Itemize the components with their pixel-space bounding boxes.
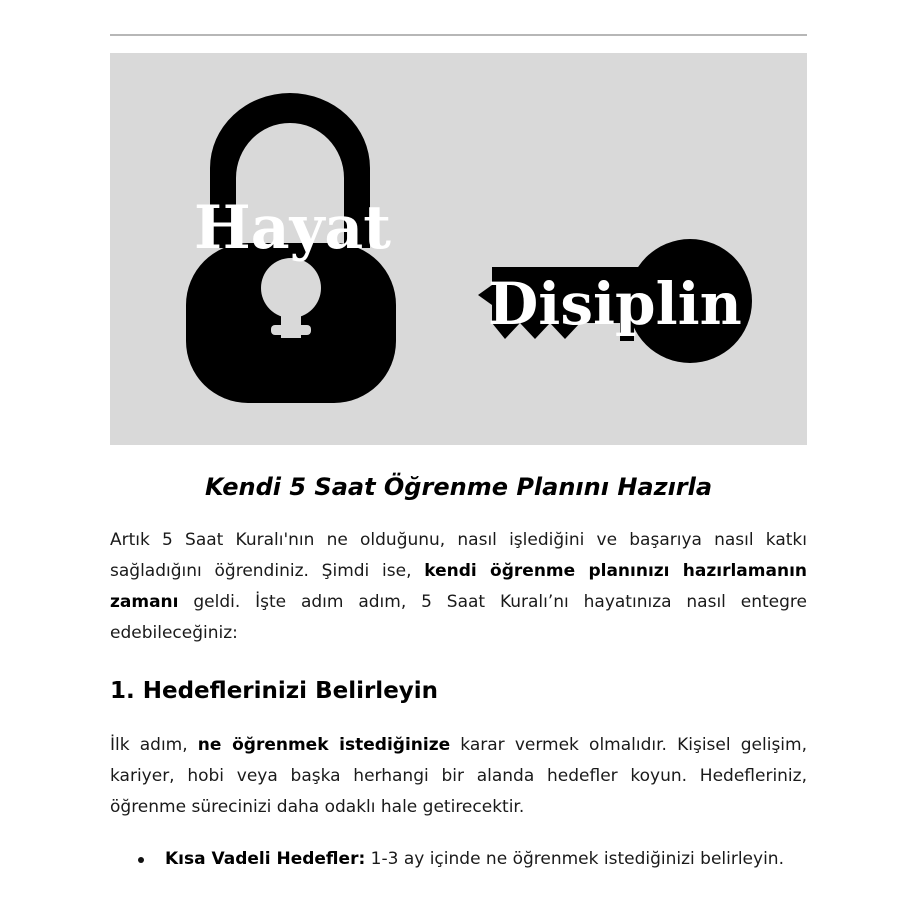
intro-bold: kendi öğrenme planınızı hazırlamanın zamanı	[110, 561, 807, 612]
intro-text-1: Artık 5 Saat Kuralı'nın ne olduğunu, nasıl işlediğini ve başarıya nasıl katkı sağladığını öğrendiniz. Şimdi ise,	[110, 530, 807, 581]
bullet-icon	[138, 857, 144, 863]
section-caption: Kendi 5 Saat Öğrenme Planını Hazırla	[204, 473, 713, 501]
list-item	[110, 845, 807, 873]
intro-text-2: geldi. İşte adım adım, 5 Saat Kuralı’nı hayatınıza nasıl entegre edebileceğiniz:	[110, 592, 807, 643]
section-bold: ne öğrenmek istediğinize	[197, 735, 451, 755]
section-paragraph	[110, 730, 807, 823]
section-text-2: karar vermek olmalıdır. Kişisel gelişim, kariyer, hobi veya başka herhangi bir alanda hedefler koyun. Hedefleriniz, öğrenme sürecinizi daha odaklı hale getirecektir.	[110, 735, 807, 817]
top-divider	[110, 34, 807, 36]
bullet-bold: Kısa Vadeli Hedefler:	[165, 849, 366, 869]
bullet-text: 1-3 ay içinde ne öğrenmek istediğinizi belirleyin.	[365, 849, 784, 869]
lock-label: Hayat	[194, 193, 392, 263]
goal-list	[110, 845, 807, 873]
section-text-1: İlk adım,	[110, 735, 198, 755]
key-label: Disiplin	[488, 270, 742, 338]
lock-and-key-illustration	[110, 53, 807, 445]
section-heading: 1. Hedeflerinizi Belirleyin	[110, 678, 439, 704]
intro-paragraph	[110, 525, 807, 649]
